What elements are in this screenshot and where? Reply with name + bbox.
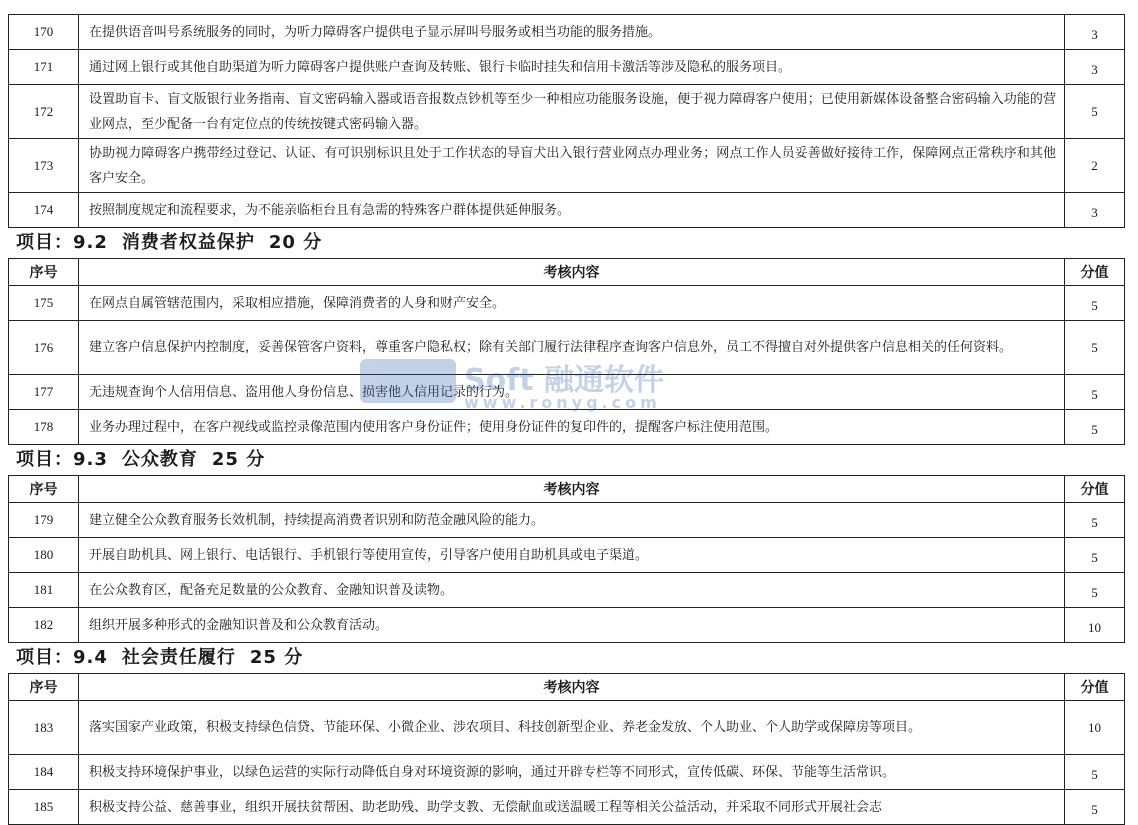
consumer-protection-table	[8, 258, 1125, 445]
row-number: 182	[9, 608, 79, 643]
section-points: 25 分	[249, 647, 304, 668]
table-row	[9, 193, 1125, 228]
row-number: 171	[9, 50, 79, 85]
row-content: 业务办理过程中，在客户视线或监控录像范围内使用客户身份证件；使用身份证件的复印件的，提醒客户标注使用范围。	[79, 410, 1065, 445]
row-number: 176	[9, 321, 79, 375]
row-score: 5	[1065, 538, 1125, 573]
header-score: 分值	[1065, 259, 1125, 286]
section-title-9-3	[8, 445, 1124, 475]
document-page	[8, 14, 1124, 825]
row-content: 组织开展多种形式的金融知识普及和公众教育活动。	[79, 608, 1065, 643]
accessibility-table	[8, 14, 1125, 228]
section-points: 20 分	[268, 232, 323, 253]
row-content: 在公众教育区，配备充足数量的公众教育、金融知识普及读物。	[79, 573, 1065, 608]
row-number: 174	[9, 193, 79, 228]
section-points: 25 分	[211, 449, 266, 470]
public-education-table	[8, 475, 1125, 643]
table-row	[9, 538, 1125, 573]
header-content: 考核内容	[79, 674, 1065, 701]
header-score: 分值	[1065, 674, 1125, 701]
row-score: 5	[1065, 410, 1125, 445]
header-no: 序号	[9, 259, 79, 286]
row-score: 5	[1065, 503, 1125, 538]
row-content: 开展自助机具、网上银行、电话银行、手机银行等使用宣传，引导客户使用自助机具或电子渠道。	[79, 538, 1065, 573]
header-content: 考核内容	[79, 476, 1065, 503]
row-score: 5	[1065, 375, 1125, 410]
row-score: 5	[1065, 573, 1125, 608]
section-label: 项目：9.4	[16, 647, 108, 668]
row-content: 积极支持公益、慈善事业，组织开展扶贫帮困、助老助残、助学支教、无偿献血或送温暖工程等相关公益活动，并采取不同形式开展社会志	[79, 790, 1065, 825]
row-score: 2	[1065, 139, 1125, 193]
row-score: 10	[1065, 608, 1125, 643]
header-score: 分值	[1065, 476, 1125, 503]
table-row	[9, 790, 1125, 825]
row-number: 185	[9, 790, 79, 825]
row-number: 172	[9, 85, 79, 139]
row-content: 设置助盲卡、盲文版银行业务指南、盲文密码输入器或语音报数点钞机等至少一种相应功能服务设施，便于视力障碍客户使用；已使用新媒体设备整合密码输入功能的营业网点，至少配备一台有定位点的传统按键式密码输入器。	[79, 85, 1065, 139]
row-number: 179	[9, 503, 79, 538]
row-content: 按照制度规定和流程要求，为不能亲临柜台且有急需的特殊客户群体提供延伸服务。	[79, 193, 1065, 228]
row-number: 175	[9, 286, 79, 321]
section-name: 公众教育	[121, 449, 198, 470]
row-content: 建立客户信息保护内控制度，妥善保管客户资料，尊重客户隐私权；除有关部门履行法律程序查询客户信息外，员工不得擅自对外提供客户信息相关的任何资料。	[79, 321, 1065, 375]
header-content: 考核内容	[79, 259, 1065, 286]
table-row	[9, 286, 1125, 321]
row-number: 183	[9, 701, 79, 755]
section-label: 项目：9.3	[16, 449, 108, 470]
table-header-row	[9, 259, 1125, 286]
row-score: 3	[1065, 15, 1125, 50]
table-row	[9, 701, 1125, 755]
header-no: 序号	[9, 674, 79, 701]
header-no: 序号	[9, 476, 79, 503]
row-score: 10	[1065, 701, 1125, 755]
table-row	[9, 503, 1125, 538]
row-number: 178	[9, 410, 79, 445]
social-responsibility-table	[8, 673, 1125, 825]
row-score: 5	[1065, 85, 1125, 139]
row-score: 5	[1065, 755, 1125, 790]
row-score: 5	[1065, 321, 1125, 375]
row-content: 落实国家产业政策，积极支持绿色信贷、节能环保、小微企业、涉农项目、科技创新型企业、养老金发放、个人助业、个人助学或保障房等项目。	[79, 701, 1065, 755]
table-header-row	[9, 476, 1125, 503]
row-number: 173	[9, 139, 79, 193]
row-content: 建立健全公众教育服务长效机制，持续提高消费者识别和防范金融风险的能力。	[79, 503, 1065, 538]
row-score: 3	[1065, 193, 1125, 228]
section-title-9-2	[8, 228, 1124, 258]
watermark-url: www.ronyg.com	[464, 393, 661, 412]
table-row	[9, 321, 1125, 375]
section-name: 消费者权益保护	[121, 232, 255, 253]
row-content: 协助视力障碍客户携带经过登记、认证、有可识别标识且处于工作状态的导盲犬出入银行营业网点办理业务；网点工作人员妥善做好接待工作，保障网点正常秩序和其他客户安全。	[79, 139, 1065, 193]
row-content: 通过网上银行或其他自助渠道为听力障碍客户提供账户查询及转账、银行卡临时挂失和信用卡激活等涉及隐私的服务项目。	[79, 50, 1065, 85]
row-content: 在网点自属管辖范围内，采取相应措施，保障消费者的人身和财产安全。	[79, 286, 1065, 321]
section-label: 项目：9.2	[16, 232, 108, 253]
row-number: 184	[9, 755, 79, 790]
table-row	[9, 139, 1125, 193]
row-content: 积极支持环境保护事业，以绿色运营的实际行动降低自身对环境资源的影响，通过开辟专栏等不同形式，宣传低碳、环保、节能等生活常识。	[79, 755, 1065, 790]
table-row	[9, 15, 1125, 50]
row-score: 5	[1065, 286, 1125, 321]
table-row	[9, 375, 1125, 410]
section-name: 社会责任履行	[121, 647, 236, 668]
section-title-9-4	[8, 643, 1124, 673]
table-row	[9, 608, 1125, 643]
table-row	[9, 573, 1125, 608]
row-number: 181	[9, 573, 79, 608]
row-content: 在提供语音叫号系统服务的同时，为听力障碍客户提供电子显示屏叫号服务或相当功能的服务措施。	[79, 15, 1065, 50]
table-row	[9, 85, 1125, 139]
watermark-text: Soft 融通软件	[464, 363, 665, 398]
row-number: 180	[9, 538, 79, 573]
table-row	[9, 50, 1125, 85]
row-content: 无违规查询个人信用信息、盗用他人身份信息、损害他人信用记录的行为。	[79, 375, 1065, 410]
row-score: 3	[1065, 50, 1125, 85]
table-row	[9, 755, 1125, 790]
row-score: 5	[1065, 790, 1125, 825]
row-number: 177	[9, 375, 79, 410]
row-number: 170	[9, 15, 79, 50]
table-row	[9, 410, 1125, 445]
table-header-row	[9, 674, 1125, 701]
